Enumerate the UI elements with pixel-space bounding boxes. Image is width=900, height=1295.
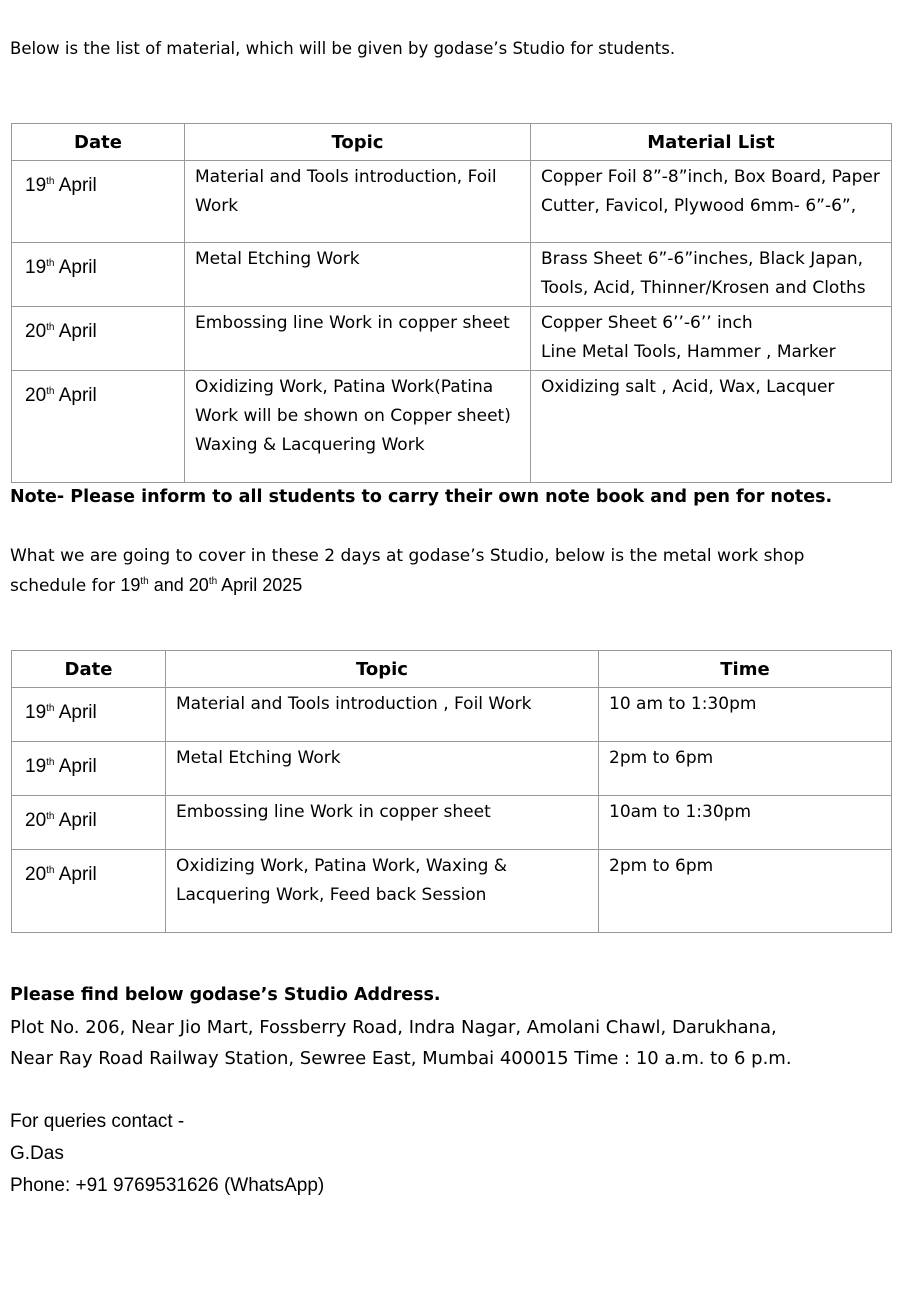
date-month: April — [58, 702, 97, 723]
topic-cell — [166, 850, 599, 933]
date-month: April — [58, 385, 97, 406]
materials-cell — [531, 243, 892, 307]
topic-cell — [185, 307, 531, 371]
table-row — [12, 161, 892, 243]
header-date: Date — [12, 124, 185, 161]
date-suffix: th — [46, 258, 55, 269]
topic-cell-line: Work — [195, 196, 239, 216]
date-month: April — [58, 175, 97, 196]
header-topic: Topic — [185, 124, 531, 161]
table-row — [12, 742, 892, 796]
date-suffix: th — [46, 386, 55, 397]
date-cell — [12, 850, 166, 933]
header-topic: Topic — [166, 651, 599, 688]
topic-cell-line: Waxing & Lacquering Work — [195, 435, 425, 455]
cover-day-1: 19 — [120, 575, 141, 595]
material-table — [11, 123, 892, 483]
topic-cell — [166, 796, 599, 850]
contact-name: G.Das — [10, 1143, 64, 1164]
date-month: April — [58, 864, 97, 885]
intro-text: Below is the list of material, which will be given by godase’s Studio for students. — [10, 39, 676, 58]
date-day: 19 — [25, 756, 47, 777]
topic-cell-line: Lacquering Work, Feed back Session — [176, 885, 487, 905]
topic-cell-line: Metal Etching Work — [195, 249, 360, 269]
topic-cell-line: Material and Tools introduction , Foil Work — [176, 694, 532, 714]
materials-cell — [531, 307, 892, 371]
date-month: April — [58, 810, 97, 831]
date-suffix: th — [46, 703, 55, 714]
topic-cell — [185, 243, 531, 307]
contact-label: For queries contact - — [10, 1111, 185, 1132]
date-month: April — [58, 756, 97, 777]
date-suffix: th — [46, 865, 55, 876]
address-line-2: Near Ray Road Railway Station, Sewree East, Mumbai 400015 Time : 10 a.m. to 6 p.m. — [10, 1048, 792, 1069]
table-row — [12, 688, 892, 742]
table-row — [12, 371, 892, 483]
address-block — [10, 1012, 792, 1074]
time-value: 2pm to 6pm — [609, 748, 714, 768]
materials-cell-line: Copper Sheet 6’’-6’’ inch — [541, 313, 753, 333]
cover-day-1-suffix: th — [140, 576, 149, 587]
date-cell — [12, 307, 185, 371]
materials-cell-line: Oxidizing salt , Acid, Wax, Lacquer — [541, 377, 835, 397]
cover-line-2 — [10, 571, 804, 601]
date-suffix: th — [46, 757, 55, 768]
materials-cell-line: Tools, Acid, Thinner/Krosen and Cloths — [541, 278, 866, 298]
cover-line-1: What we are going to cover in these 2 days at godase’s Studio, below is the metal work shop — [10, 546, 805, 566]
table-header-row — [12, 124, 892, 161]
schedule-table — [11, 650, 892, 933]
topic-cell — [185, 371, 531, 483]
time-cell — [599, 796, 892, 850]
materials-cell — [531, 161, 892, 243]
cover-day-2-suffix: th — [208, 576, 218, 587]
date-day: 19 — [25, 175, 47, 196]
materials-cell — [531, 371, 892, 483]
date-cell — [12, 371, 185, 483]
date-day: 20 — [25, 810, 47, 831]
table-header-row — [12, 651, 892, 688]
date-day: 20 — [25, 321, 47, 342]
header-time: Time — [599, 651, 892, 688]
materials-cell-line: Copper Foil 8”-8”inch, Box Board, Paper — [541, 167, 880, 187]
topic-cell-line: Oxidizing Work, Patina Work(Patina — [195, 377, 494, 397]
date-suffix: th — [46, 811, 55, 822]
date-day: 20 — [25, 385, 47, 406]
date-cell — [12, 796, 166, 850]
cover-day-2: 20 — [188, 575, 209, 595]
time-cell — [599, 850, 892, 933]
topic-cell-line: Embossing line Work in copper sheet — [195, 313, 510, 333]
address-heading: Please find below godase’s Studio Address. — [10, 985, 441, 1005]
header-material-list: Material List — [531, 124, 892, 161]
topic-cell-line: Work will be shown on Copper sheet) — [195, 406, 511, 426]
date-day: 19 — [25, 257, 47, 278]
date-cell — [12, 742, 166, 796]
date-day: 20 — [25, 864, 47, 885]
materials-cell-line: Brass Sheet 6”-6”inches, Black Japan, — [541, 249, 864, 269]
date-suffix: th — [46, 176, 55, 187]
contact-block — [10, 1106, 324, 1202]
time-cell — [599, 742, 892, 796]
table-row — [12, 796, 892, 850]
date-cell — [12, 161, 185, 243]
topic-cell-line: Embossing line Work in copper sheet — [176, 802, 491, 822]
topic-cell-line: Metal Etching Work — [176, 748, 341, 768]
cover-prefix: schedule for — [10, 576, 121, 596]
date-suffix: th — [46, 322, 55, 333]
cover-text — [10, 542, 804, 601]
date-month: April — [58, 257, 97, 278]
contact-phone: Phone: +91 9769531626 (WhatsApp) — [10, 1175, 325, 1196]
table-row — [12, 243, 892, 307]
table-row — [12, 850, 892, 933]
date-cell — [12, 688, 166, 742]
topic-cell — [185, 161, 531, 243]
topic-cell-line: Oxidizing Work, Patina Work, Waxing & — [176, 856, 508, 876]
note-text: Note- Please inform to all students to carry their own note book and pen for notes. — [10, 487, 833, 507]
date-day: 19 — [25, 702, 47, 723]
topic-cell-line: Material and Tools introduction, Foil — [195, 167, 497, 187]
cover-tail: April 2025 — [217, 575, 303, 595]
time-value: 10 am to 1:30pm — [609, 694, 757, 714]
topic-cell — [166, 742, 599, 796]
table-row — [12, 307, 892, 371]
time-value: 10am to 1:30pm — [609, 802, 752, 822]
topic-cell — [166, 688, 599, 742]
time-cell — [599, 688, 892, 742]
header-date: Date — [12, 651, 166, 688]
materials-cell-line: Line Metal Tools, Hammer , Marker — [541, 342, 836, 362]
cover-and: and — [148, 575, 189, 595]
date-cell — [12, 243, 185, 307]
date-month: April — [58, 321, 97, 342]
time-value: 2pm to 6pm — [609, 856, 714, 876]
address-line-1: Plot No. 206, Near Jio Mart, Fossberry Road, Indra Nagar, Amolani Chawl, Darukhana, — [10, 1017, 777, 1038]
materials-cell-line: Cutter, Favicol, Plywood 6mm- 6”-6”, — [541, 196, 857, 216]
